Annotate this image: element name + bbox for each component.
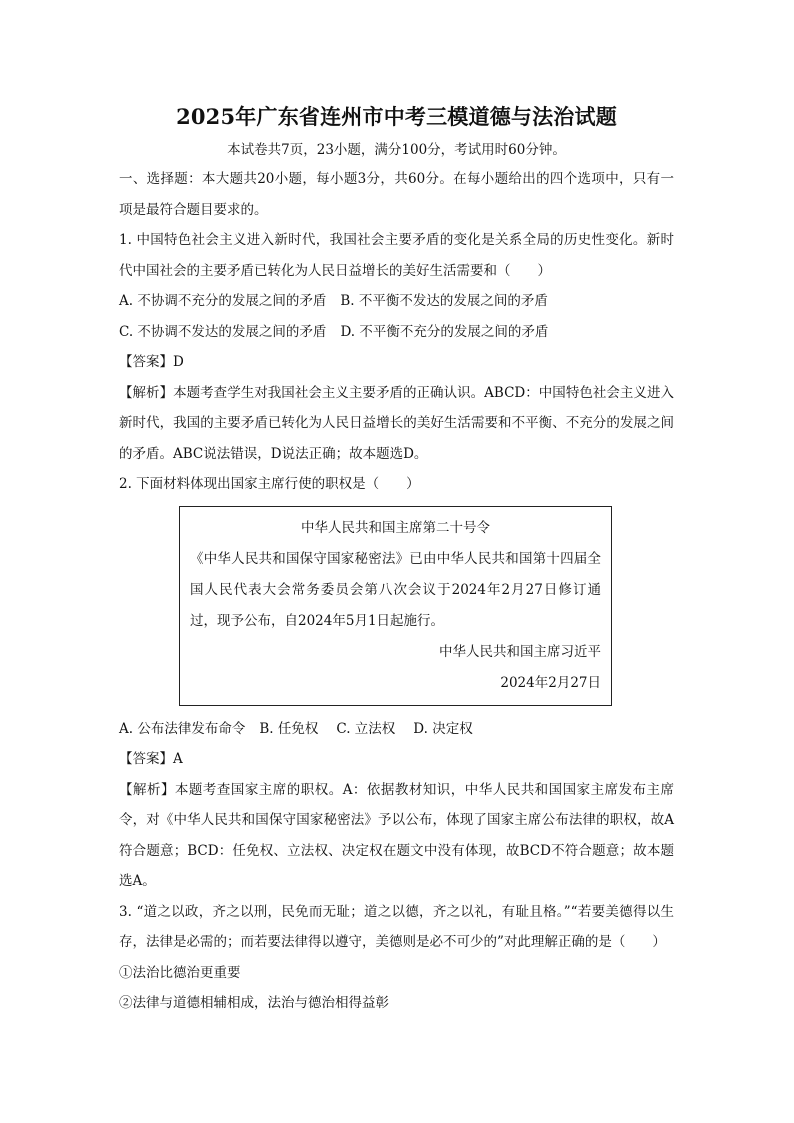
decree-signer: 中华人民共和国主席习近平 [439, 643, 601, 660]
question-2-option-c: C. 立法权 [336, 720, 396, 737]
decree-title: 中华人民共和国主席第二十号令 [301, 519, 490, 536]
question-1-answer: 【答案】D [119, 354, 184, 370]
question-1 [119, 225, 674, 469]
question-2-answer: 【答案】A [119, 751, 183, 767]
exam-instructions: 本试卷共7页，23小题，满分100分，考试用时60分钟。 [227, 142, 566, 158]
question-2-analysis: 【解析】本题考查国家主席的职权。A：依据教材知识，中华人民共和国国家主席发布主席令，对《中华人民共和国保守国家秘密法》予以公布，体现了国家主席公布法律的职权，故A符合题意；BCD：任免权、立法权、决定权在题文中没有体现，故BCD不符合题意；故本题选A。 [119, 781, 674, 889]
question-1-option-b: B. 不平衡不发达的发展之间的矛盾 [340, 293, 548, 309]
question-2-option-b: B. 任免权 [259, 720, 319, 737]
question-2-option-d: D. 决定权 [413, 720, 473, 737]
question-1-option-c: C. 不协调不发达的发展之间的矛盾 [119, 323, 327, 340]
question-3-statement-1: ①法治比德治更重要 [119, 964, 241, 981]
question-2 [119, 469, 674, 897]
decree-box [179, 506, 612, 706]
question-3-stem: 3. “道之以政，齐之以刑，民免而无耻；道之以德，齐之以礼，有耻且格。”“若要美德得以生存，法律是必需的；而若要法律得以遵守，美德则是必不可少的”对此理解正确的是（ ） [119, 903, 674, 950]
question-1-option-a: A. 不协调不充分的发展之间的矛盾 [119, 293, 327, 309]
question-3-statement-2: ②法律与道德相辅相成，法治与德治相得益彰 [119, 995, 389, 1011]
page-title: 2025年广东省连州市中考三模道德与法治试题 [176, 104, 617, 129]
question-2-options [119, 714, 674, 745]
question-1-stem: 1. 中国特色社会主义进入新时代，我国社会主要矛盾的变化是关系全局的历史性变化。新时代中国社会的主要矛盾已转化为人民日益增长的美好生活需要和（ ） [119, 232, 674, 279]
question-1-analysis: 【解析】本题考查学生对我国社会主义主要矛盾的正确认识。ABCD：中国特色社会主义进入新时代，我国的主要矛盾已转化为人民日益增长的美好生活需要和不平衡、不充分的发展之间的矛盾。ABC说法错误，D说法正确；故本题选D。 [119, 384, 674, 462]
question-1-options-row-2 [119, 317, 674, 348]
question-2-option-a: A. 公布法律发布命令 [119, 720, 246, 737]
question-1-option-d: D. 不平衡不充分的发展之间的矛盾 [340, 323, 549, 340]
decree-body: 《中华人民共和国保守国家秘密法》已由中华人民共和国第十四届全国人民代表大会常务委员会第八次会议于2024年2月27日修订通过，现予公布，自2024年5月1日起施行。 [190, 550, 601, 629]
section-intro: 一、选择题：本大题共20小题，每小题3分，共60分。在每小题给出的四个选项中，只有一项是最符合题目要求的。 [119, 171, 674, 218]
decree-date: 2024年2月27日 [500, 674, 601, 691]
question-3 [119, 897, 674, 1019]
question-2-stem: 2. 下面材料体现出国家主席行使的职权是（ ） [119, 476, 420, 492]
question-1-options-row-1 [119, 286, 674, 317]
